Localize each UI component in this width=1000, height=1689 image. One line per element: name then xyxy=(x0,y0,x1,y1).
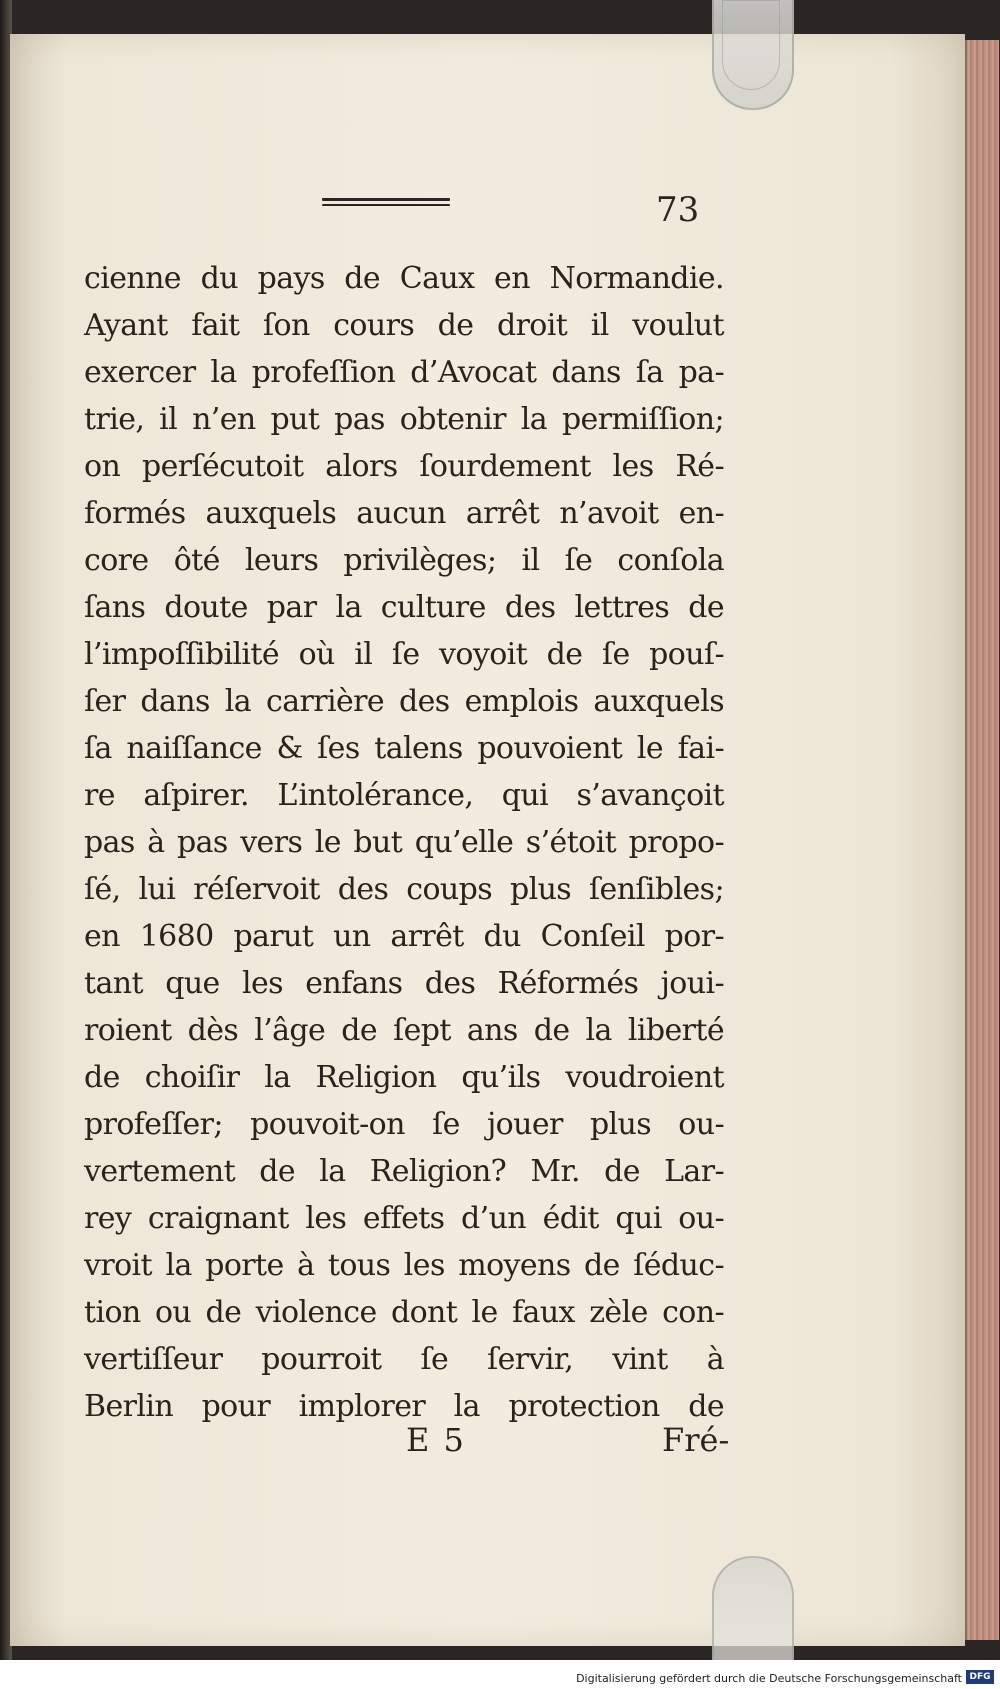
text-line: ſa naiſſance & ſes talens pouvoient le fai- xyxy=(84,731,724,766)
text-line: rey craignant les effets d’un édit qui ou- xyxy=(84,1201,724,1236)
page-number: 73 xyxy=(656,190,700,230)
text-line: tion ou de violence dont le faux zèle con- xyxy=(84,1295,724,1330)
catchword: Fré- xyxy=(662,1421,730,1459)
body-text xyxy=(84,255,724,1430)
text-line: vertement de la Religion? Mr. de Lar- xyxy=(84,1154,724,1189)
text-line: core ôté leurs privilèges; il ſe conſola xyxy=(84,543,724,578)
signature-mark: E 5 xyxy=(406,1421,466,1459)
dfg-logo-icon: DFG xyxy=(966,1670,994,1684)
text-line: vroit la porte à tous les moyens de ſéduc- xyxy=(84,1248,724,1283)
text-line: ſé, lui réſervoit des coups plus ſenſibles; xyxy=(84,872,724,907)
text-line: tant que les enfans des Réformés joui- xyxy=(84,966,724,1001)
text-line: Ayant fait ſon cours de droit il voulut xyxy=(84,308,724,343)
header-ornament-rule xyxy=(322,198,450,210)
text-line: vertiſſeur pourroit ſe ſervir, vint à xyxy=(84,1342,724,1377)
text-line: Berlin pour implorer la protection de xyxy=(84,1389,724,1424)
text-line: on perſécutoit alors ſourdement les Ré- xyxy=(84,449,724,484)
text-line: en 1680 parut un arrêt du Conſeil por- xyxy=(84,919,724,954)
page-edges xyxy=(965,40,999,1640)
footer-credit: Digitalisierung gefördert durch die Deutsche Forschungsgemeinschaft xyxy=(576,1672,962,1685)
text-line: l’impoſſibilité où il ſe voyoit de ſe pouſ- xyxy=(84,637,724,672)
text-line: re aſpirer. L’intolérance, qui s’avançoit xyxy=(84,778,724,813)
text-line: trie, il n’en put pas obtenir la permiſſion; xyxy=(84,402,724,437)
text-line: de choiſir la Religion qu’ils voudroient xyxy=(84,1060,724,1095)
text-line: ſans doute par la culture des lettres de xyxy=(84,590,724,625)
text-line: ſer dans la carrière des emplois auxquels xyxy=(84,684,724,719)
text-line: cienne du pays de Caux en Normandie. xyxy=(84,261,724,296)
text-line: profeſſer; pouvoit-on ſe jouer plus ou- xyxy=(84,1107,724,1142)
text-line: formés auxquels aucun arrêt n’avoit en- xyxy=(84,496,724,531)
text-line: pas à pas vers le but qu’elle s’étoit propo- xyxy=(84,825,724,860)
text-line: roient dès l’âge de ſept ans de la liberté xyxy=(84,1013,724,1048)
text-line: exercer la profeſſion d’Avocat dans ſa pa- xyxy=(84,355,724,390)
page-clip-top-inner xyxy=(722,0,780,90)
